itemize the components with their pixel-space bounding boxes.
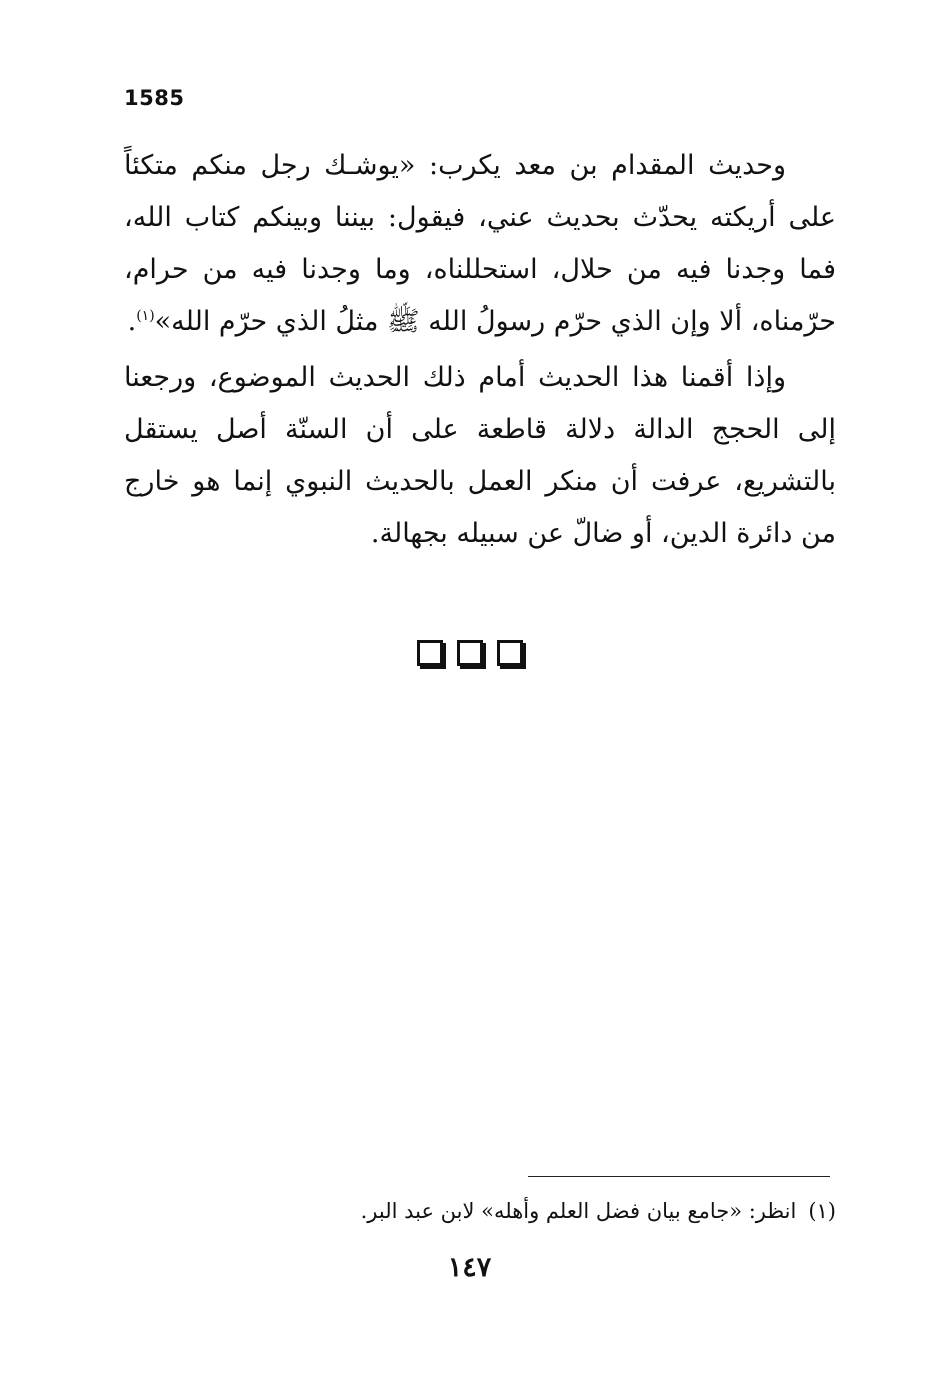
paragraph-1 bbox=[124, 140, 836, 348]
footnote bbox=[124, 1194, 836, 1228]
footnote-reference: (١) bbox=[136, 308, 155, 324]
ornament-square-icon bbox=[497, 640, 523, 666]
ornament-square-icon bbox=[417, 640, 443, 666]
page-number-bottom: ١٤٧ bbox=[447, 1252, 492, 1283]
page-number-top: 1585 bbox=[124, 86, 185, 110]
section-ornament bbox=[0, 640, 939, 670]
footnote-text: انظر: «جامع بيان فضل العلم وأهله» لابن عبد البر. bbox=[360, 1199, 797, 1223]
paragraph-1-end: . bbox=[127, 306, 137, 337]
footnote-divider bbox=[528, 1176, 830, 1177]
paragraph-2: وإذا أقمنا هذا الحديث أمام ذلك الحديث الموضوع، ورجعنا إلى الحجج الدالة دلالة قاطعة على أن السنّة أصل يستقل بالتشريع، عرفت أن منكر العمل بالحديث النبوي إنما هو خارج من دائرة الدين، أو ضالّ عن سبيله بجهالة. bbox=[124, 362, 836, 549]
main-text bbox=[124, 140, 836, 564]
paragraph-1-text: وحديث المقدام بن معد يكرب: «يوشـك رجل منكم متكئاً على أريكته يحدّث بحديث عني، فيقول: بيننا وبينكم كتاب الله، فما وجدنا فيه من حلال، استحللناه، وما وجدنا فيه من حرام، حرّمناه، ألا وإن الذي حرّم رسولُ الله ﷺ مثلُ الذي حرّم الله» bbox=[124, 150, 836, 337]
footnote-number: (١) bbox=[808, 1199, 836, 1223]
ornament-square-icon bbox=[457, 640, 483, 666]
